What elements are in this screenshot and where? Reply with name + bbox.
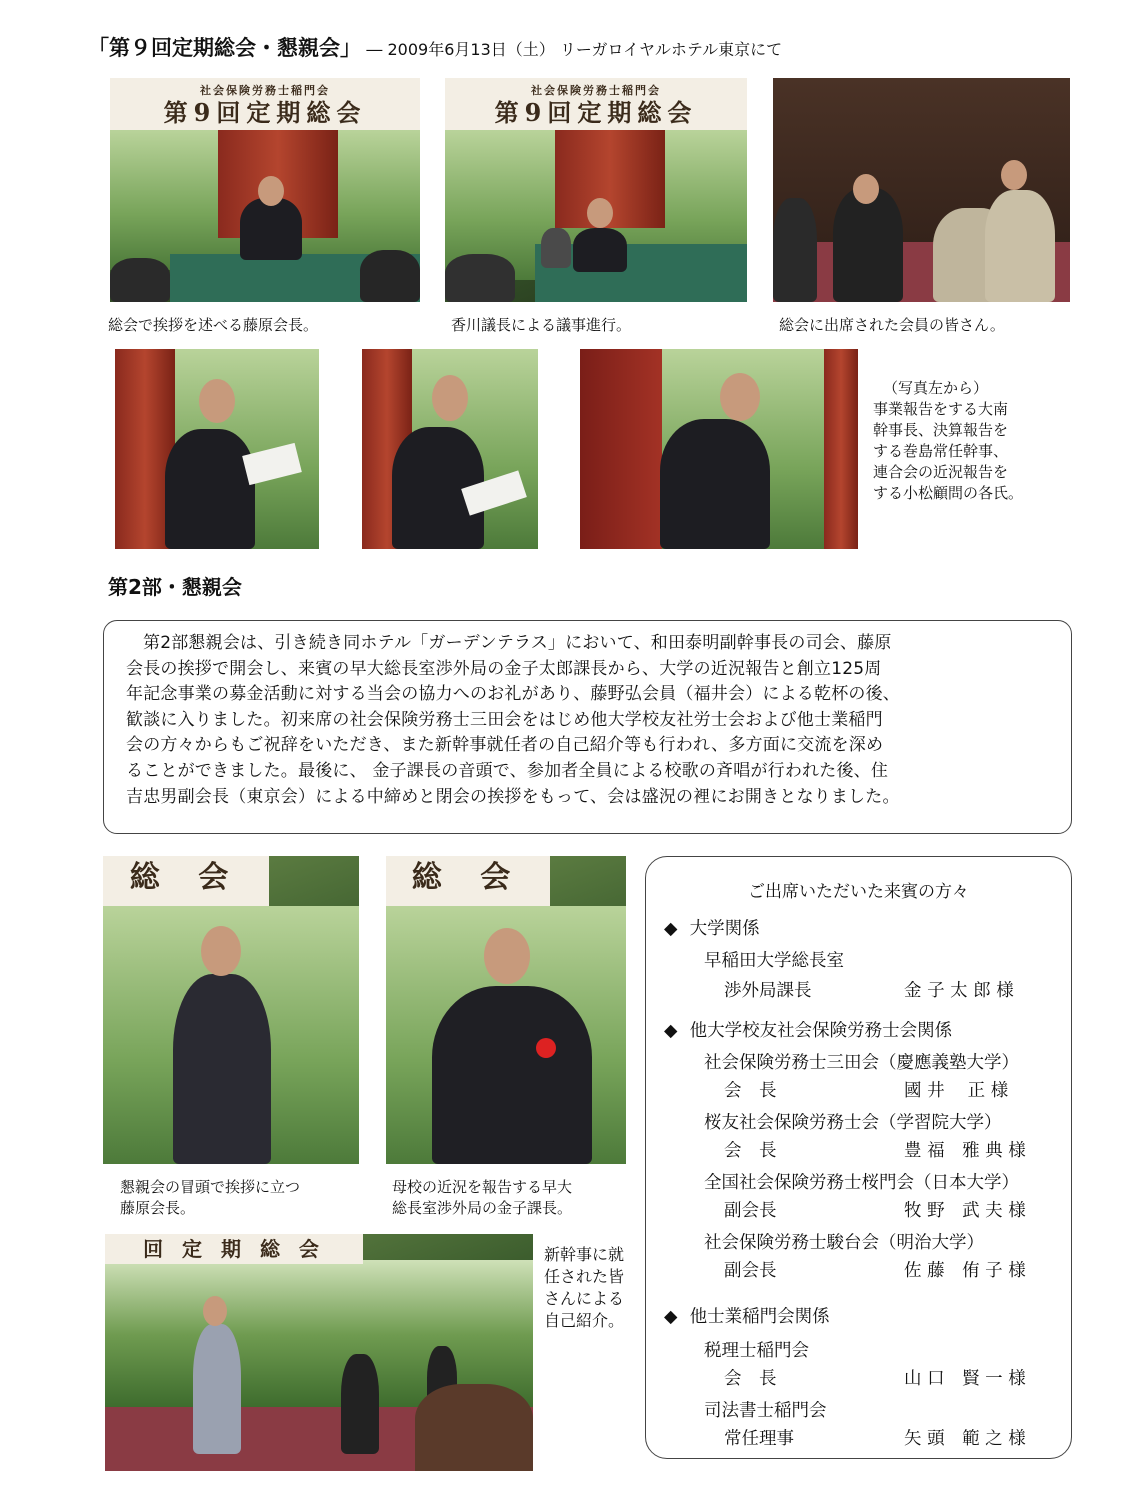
guest-name: 金 子 太 郎 様 <box>904 981 1014 1001</box>
body-line: 第2部懇親会は、引き続き同ホテル「ガーデンテラス」において、和田泰明副幹事長の司会、藤原 <box>143 633 892 653</box>
photo-federation-report <box>580 349 858 549</box>
section-text-box <box>103 620 1072 834</box>
side-note-line: する小松顧問の各氏。 <box>873 484 1024 502</box>
guest-category: ◆ 大学関係 <box>664 919 760 939</box>
guest-role: 常任理事 <box>724 1429 794 1449</box>
guest-name: 矢 頭 範 之 様 <box>904 1429 1026 1449</box>
guest-name: 佐 藤 侑 子 様 <box>904 1261 1026 1281</box>
page-header <box>88 32 782 62</box>
caption-photo-a: 懇親会の冒頭で挨拶に立つ 藤原会長。 <box>120 1178 301 1217</box>
photo-self-introductions <box>105 1234 533 1471</box>
guest-org: 税理士稲門会 <box>704 1341 809 1361</box>
guest-role: 渉外局課長 <box>724 981 812 1001</box>
photo-president-greeting <box>110 78 420 302</box>
side-note-line: （写真左から） <box>883 379 989 397</box>
photo-members-seated <box>773 78 1070 302</box>
diamond-icon: ◆ <box>664 1021 678 1041</box>
caption-photo-b: 母校の近況を報告する早大 総長室渉外局の金子課長。 <box>392 1178 573 1217</box>
guest-name: 山 口 賢 一 様 <box>904 1369 1026 1389</box>
guest-name: 國 井 正 様 <box>904 1081 1009 1101</box>
side-note-line: する巻島常任幹事、 <box>873 442 1009 460</box>
body-line: ることができました。最後に、 金子課長の音頭で、参加者全員による校歌の斉唱が行われた後、住 <box>126 760 889 781</box>
photo-reception-greeting <box>103 856 359 1164</box>
guest-org: 司法書士稲門会 <box>704 1401 827 1421</box>
page-subtitle: ― 2009年6月13日（土） リーガロイヤルホテル東京にて <box>366 40 783 59</box>
photo-financial-report <box>362 349 538 549</box>
photo-banner: 社会保険労務士稲門会 第9回定期総会 <box>110 78 420 130</box>
body-line: 会長の挨拶で開会し、来賓の早大総長室渉外局の金子太郎課長から、大学の近況報告と創立125周 <box>126 658 882 679</box>
guest-role: 会 長 <box>724 1369 777 1389</box>
guest-category: ◆ 他大学校友社会保険労務士会関係 <box>664 1021 953 1041</box>
diamond-icon: ◆ <box>664 1307 678 1327</box>
photo-banner: 総 会 <box>386 856 550 906</box>
caption-photo-c: 新幹事に就 任された皆 さんによる 自己紹介。 <box>544 1245 625 1330</box>
photo-business-report <box>115 349 319 549</box>
page-title: 「第９回定期総会・懇親会」 <box>88 36 361 60</box>
body-line: 歓談に入りました。初来席の社会保険労務士三田会をはじめ他大学校友社労士会および他士業稲門 <box>126 709 883 730</box>
caption-photo-1: 総会で挨拶を述べる藤原会長。 <box>108 316 319 334</box>
photo-chairman <box>445 78 747 302</box>
guest-org: 社会保険労務士三田会（慶應義塾大学） <box>704 1053 1019 1073</box>
side-note-line: 連合会の近況報告を <box>873 463 1009 481</box>
guest-org: 全国社会保険労務士桜門会（日本大学） <box>704 1173 1019 1193</box>
guest-role: 会 長 <box>724 1081 777 1101</box>
photo-banner: 総 会 <box>103 856 269 906</box>
body-line: 会の方々からもご祝辞をいただき、また新幹事就任者の自己紹介等も行われ、多方面に交流を深め <box>126 735 884 756</box>
guest-name: 牧 野 武 夫 様 <box>904 1201 1026 1221</box>
side-note <box>873 378 1023 504</box>
guest-list-title: ご出席いただいた来賓の方々 <box>748 882 969 902</box>
diamond-icon: ◆ <box>664 919 678 939</box>
body-line: 年記念事業の募金活動に対する当会の協力へのお礼があり、藤野弘会員（福井会）による乾杯の後、 <box>126 684 900 705</box>
photo-university-report <box>386 856 626 1164</box>
guest-org: 早稲田大学総長室 <box>704 951 844 971</box>
guest-name: 豊 福 雅 典 様 <box>904 1141 1026 1161</box>
guest-role: 副会長 <box>724 1261 777 1281</box>
guest-list-box <box>645 856 1072 1459</box>
photo-banner: 回 定 期 総 会 <box>105 1234 363 1264</box>
guest-org: 桜友社会保険労務士会（学習院大学） <box>704 1113 1002 1133</box>
body-line: 吉忠男副会長（東京会）による中締めと閉会の挨拶をもって、会は盛況の裡にお開きとなりました。 <box>126 786 900 807</box>
side-note-line: 事業報告をする大南 <box>873 400 1009 418</box>
guest-role: 会 長 <box>724 1141 777 1161</box>
guest-category: ◆ 他士業稲門会関係 <box>664 1307 830 1327</box>
photo-banner: 社会保険労務士稲門会 第9回定期総会 <box>445 78 747 130</box>
section-title: 第2部・懇親会 <box>108 575 242 599</box>
guest-org: 社会保険労務士駿台会（明治大学） <box>704 1233 984 1253</box>
guest-role: 副会長 <box>724 1201 777 1221</box>
caption-photo-3: 総会に出席された会員の皆さん。 <box>779 316 1005 334</box>
caption-photo-2: 香川議長による議事進行。 <box>451 316 632 334</box>
side-note-line: 幹事長、決算報告を <box>873 421 1009 439</box>
